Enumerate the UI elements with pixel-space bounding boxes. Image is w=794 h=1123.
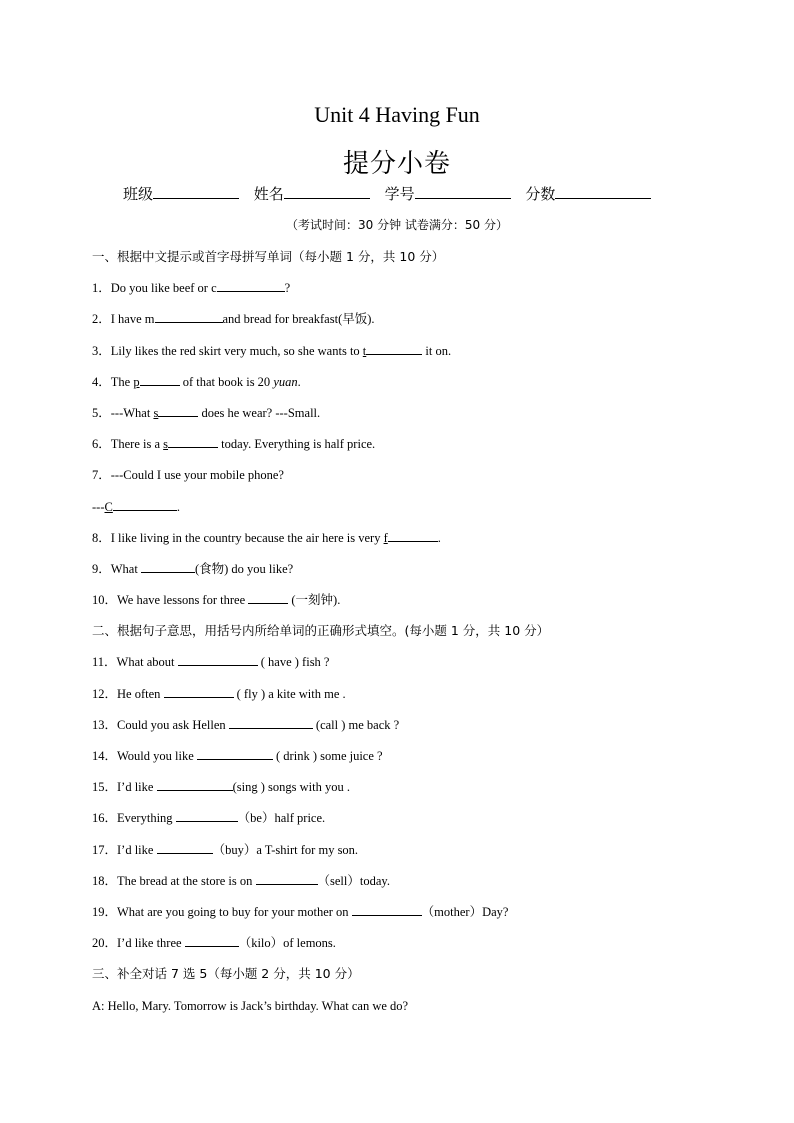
answer-blank[interactable] <box>168 434 218 448</box>
question-10: 10．We have lessons for three (一刻钟). <box>92 588 732 619</box>
answer-blank[interactable] <box>388 528 438 542</box>
document-subtitle: 提分小卷 <box>342 149 451 179</box>
answer-blank[interactable] <box>197 746 273 760</box>
question-2: 2．I have m and bread for breakfast(早饭). <box>92 307 732 338</box>
answer-blank[interactable] <box>113 497 177 511</box>
answer-blank[interactable] <box>164 684 234 698</box>
answer-blank[interactable] <box>185 933 239 947</box>
answer-blank[interactable] <box>158 403 198 417</box>
answer-blank[interactable] <box>176 808 238 822</box>
answer-blank[interactable] <box>366 341 422 355</box>
student-info-row <box>123 183 661 204</box>
question-8: 8．I like living in the country because the air here is very f . <box>92 526 732 557</box>
answer-blank[interactable] <box>248 590 288 604</box>
section-2-heading: 二、根据句子意思，用括号内所给单词的正确形式填空。(每小题 1 分，共 10 分） <box>92 623 550 639</box>
document-title: Unit 4 Having Fun <box>314 102 480 127</box>
answer-blank[interactable] <box>352 902 422 916</box>
answer-blank[interactable] <box>256 871 318 885</box>
answer-blank[interactable] <box>178 652 258 666</box>
question-11: 11．What about ( have ) fish ? <box>92 650 732 681</box>
exam-content <box>92 245 732 1025</box>
dialog-line-1: A: Hello, Mary. Tomorrow is Jack’s birthday. What can we do? <box>92 998 409 1013</box>
question-14: 14．Would you like ( drink ) some juice ? <box>92 744 732 775</box>
question-7: 7．---Could I use your mobile phone? <box>92 468 284 483</box>
question-15: 15．I’d like (sing ) songs with you . <box>92 775 732 806</box>
answer-blank[interactable] <box>141 559 195 573</box>
answer-blank[interactable] <box>155 309 223 323</box>
answer-blank[interactable] <box>157 840 213 854</box>
question-17: 17．I’d like （buy）a T-shirt for my son. <box>92 838 732 869</box>
question-1: 1．Do you like beef or c ? <box>92 276 732 307</box>
student-id-field: 学号 <box>385 185 511 203</box>
question-16: 16．Everything （be）half price. <box>92 806 732 837</box>
question-19: 19．What are you going to buy for your mother on （mother）Day? <box>92 900 732 931</box>
score-field: 分数 <box>525 185 651 203</box>
question-4: 4．The p of that book is 20 yuan. <box>92 370 732 401</box>
answer-blank[interactable] <box>140 372 180 386</box>
question-5: 5．---What s does he wear? ---Small. <box>92 401 732 432</box>
section-3-heading: 三、补全对话 7 选 5（每小题 2 分，共 10 分） <box>92 966 360 982</box>
answer-blank[interactable] <box>229 715 313 729</box>
section-1-heading: 一、根据中文提示或首字母拼写单词（每小题 1 分，共 10 分） <box>92 249 445 264</box>
answer-blank[interactable] <box>157 777 233 791</box>
answer-blank[interactable] <box>217 278 285 292</box>
question-3: 3．Lily likes the red skirt very much, so she wants to t it on. <box>92 339 732 370</box>
question-7-answer: ---C . <box>92 495 732 526</box>
question-12: 12．He often ( fly ) a kite with me . <box>92 682 732 713</box>
exam-timing: （考试时间：30 分钟 试卷满分：50 分） <box>286 218 508 232</box>
question-20: 20．I’d like three （kilo）of lemons. <box>92 931 732 962</box>
question-6: 6．There is a s today. Everything is half price. <box>92 432 732 463</box>
name-field: 姓名 <box>254 185 370 203</box>
question-13: 13．Could you ask Hellen (call ) me back ? <box>92 713 732 744</box>
class-field: 班级 <box>123 185 239 203</box>
question-18: 18．The bread at the store is on （sell）today. <box>92 869 732 900</box>
question-9: 9．What (食物) do you like? <box>92 557 732 588</box>
